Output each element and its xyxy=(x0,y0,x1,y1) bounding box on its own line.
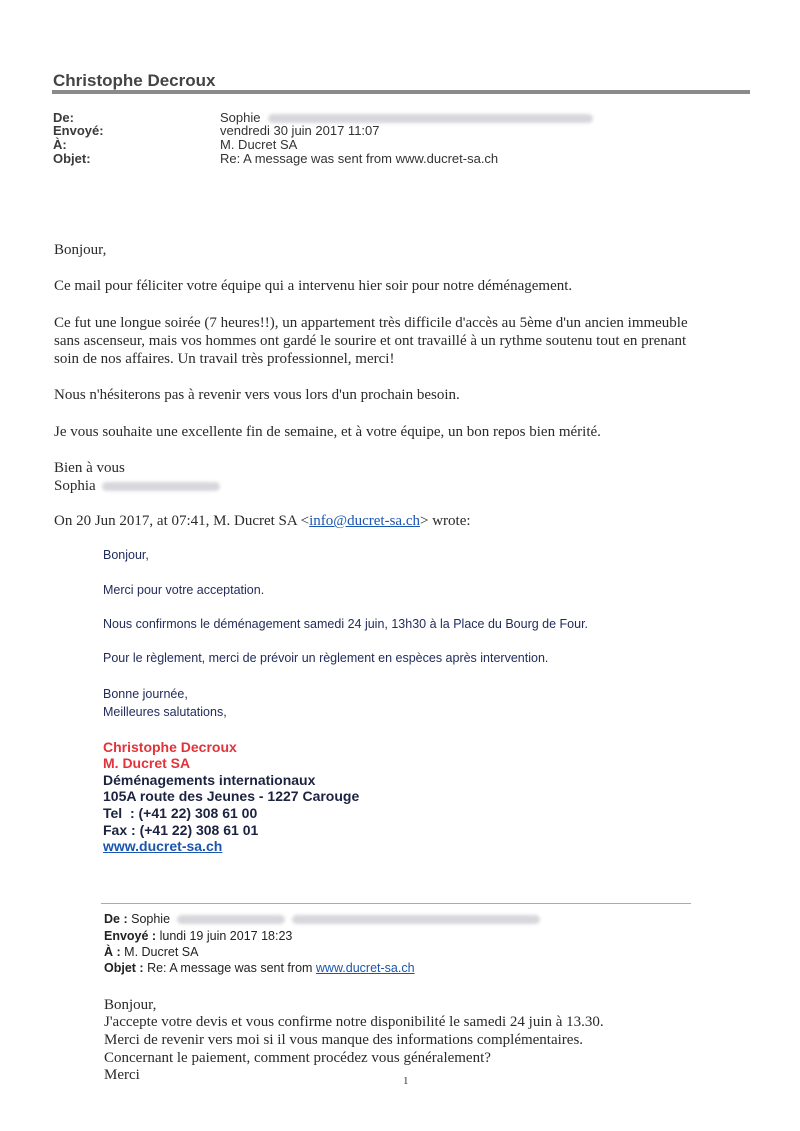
from-label: De: xyxy=(53,110,74,125)
forwarded-from xyxy=(104,912,540,926)
forwarded-subject-prefix: Re: A message was sent from xyxy=(147,961,316,975)
forwarded-to-value: M. Ducret SA xyxy=(124,945,199,959)
company-signature-name: Christophe Decroux xyxy=(103,739,237,755)
quote-email-link[interactable]: info@ducret-sa.ch xyxy=(309,513,420,529)
body-paragraph-2-line-1: Ce fut une longue soirée (7 heures!!), un appartement très difficile d'accès au 5ème d'un ancien immeuble xyxy=(54,315,688,331)
forwarded-line-1: J'accepte votre devis et vous confirme notre disponibilité le samedi 24 juin à 13.30. xyxy=(104,1014,604,1030)
subject-value: Re: A message was sent from www.ducret-sa.ch xyxy=(220,151,499,166)
company-website-link[interactable]: www.ducret-sa.ch xyxy=(103,838,223,854)
forwarded-line-4: Merci xyxy=(104,1067,140,1083)
quoted-line-1: Merci pour votre acceptation. xyxy=(103,583,265,597)
page-number: 1 xyxy=(403,1075,409,1087)
sent-value: vendredi 30 juin 2017 11:07 xyxy=(220,123,380,138)
forwarded-divider xyxy=(101,903,691,904)
forwarded-sent xyxy=(104,929,292,943)
forwarded-sent-value: lundi 19 juin 2017 18:23 xyxy=(159,929,293,943)
quote-header-suffix: > wrote: xyxy=(419,513,471,529)
forwarded-subject xyxy=(104,961,415,975)
company-signature-address: 105A route des Jeunes - 1227 Carouge xyxy=(103,788,360,804)
company-signature-tel: Tel : (+41 22) 308 61 00 xyxy=(103,805,258,821)
forwarded-line-3: Concernant le paiement, comment procédez vous généralement? xyxy=(104,1050,491,1066)
body-paragraph-4: Je vous souhaite une excellente fin de semaine, et à votre équipe, un bon repos bien mérité. xyxy=(54,424,601,440)
company-signature-tagline: Déménagements internationaux xyxy=(103,772,316,788)
body-paragraph-3: Nous n'hésiterons pas à revenir vers vous lors d'un prochain besoin. xyxy=(54,387,460,403)
body-paragraph-1: Ce mail pour féliciter votre équipe qui a intervenu hier soir pour notre déménagement. xyxy=(54,278,573,294)
company-signature-company: M. Ducret SA xyxy=(103,755,191,771)
quoted-line-3: Pour le règlement, merci de prévoir un règlement en espèces après intervention. xyxy=(103,651,549,665)
forwarded-from-label: De : xyxy=(104,912,128,926)
forwarded-subject-label: Objet : xyxy=(104,961,144,975)
body-paragraph-2-line-2: sans ascenseur, mais vos hommes ont gardé le sourire et ont travaillé à un rythme soutenu tout en prenant xyxy=(54,333,687,349)
forwarded-greeting: Bonjour, xyxy=(104,997,157,1013)
forwarded-sent-label: Envoyé : xyxy=(104,929,157,943)
to-label: À: xyxy=(53,137,67,152)
subject-label: Objet: xyxy=(53,151,91,166)
redacted-surname xyxy=(102,482,220,491)
quoted-greeting: Bonjour, xyxy=(103,548,149,562)
header-rule xyxy=(52,90,750,94)
sent-label: Envoyé: xyxy=(53,123,104,138)
body-paragraph-2-line-3: soin de nos affaires. Un travail très professionnel, merci! xyxy=(54,351,395,367)
forwarded-subject-link[interactable]: www.ducret-sa.ch xyxy=(315,961,415,975)
from-name: Sophie xyxy=(220,110,261,125)
sender-name: Christophe Decroux xyxy=(53,71,216,90)
redacted-email xyxy=(292,915,540,924)
quoted-line-4: Bonne journée, xyxy=(103,687,188,701)
signature-name: Sophia xyxy=(54,478,96,494)
forwarded-from-name: Sophie xyxy=(131,912,171,926)
quote-header xyxy=(54,511,754,531)
forwarded-line-2: Merci de revenir vers moi si il vous manque des informations complémentaires. xyxy=(104,1032,584,1048)
quote-header-prefix: On 20 Jun 2017, at 07:41, M. Ducret SA < xyxy=(54,513,310,529)
forwarded-to xyxy=(104,945,198,959)
quoted-line-2: Nous confirmons le déménagement samedi 24 juin, 13h30 à la Place du Bourg de Four. xyxy=(103,617,589,631)
body-closing: Bien à vous xyxy=(54,460,125,476)
body-greeting: Bonjour, xyxy=(54,242,107,258)
forwarded-to-label: À : xyxy=(104,945,121,959)
body-signature xyxy=(54,476,754,496)
to-value: M. Ducret SA xyxy=(220,137,298,152)
quoted-line-5: Meilleures salutations, xyxy=(103,705,227,719)
redacted-email xyxy=(268,114,593,123)
redacted-surname xyxy=(177,915,285,924)
company-signature-fax: Fax : (+41 22) 308 61 01 xyxy=(103,822,259,838)
